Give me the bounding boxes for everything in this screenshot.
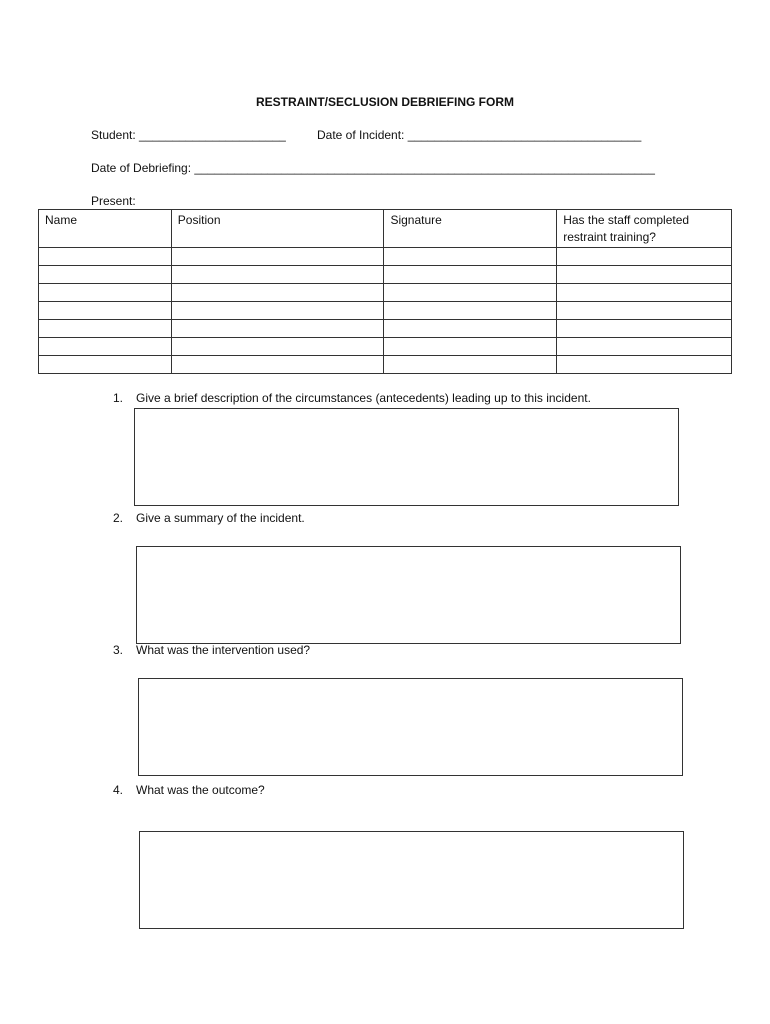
- table-row: [39, 356, 732, 374]
- training-cell[interactable]: [557, 284, 732, 302]
- name-cell[interactable]: [39, 284, 172, 302]
- student-field[interactable]: Student: ______________________: [91, 128, 286, 142]
- signature-cell[interactable]: [384, 248, 557, 266]
- training-cell[interactable]: [557, 338, 732, 356]
- signature-cell[interactable]: [384, 356, 557, 374]
- answer-box-1[interactable]: [134, 408, 679, 506]
- table-row: [39, 302, 732, 320]
- name-cell[interactable]: [39, 302, 172, 320]
- staff-present-table: [38, 209, 732, 374]
- question-number: 2.: [113, 511, 124, 525]
- answer-box-4[interactable]: [139, 831, 684, 929]
- name-cell[interactable]: [39, 356, 172, 374]
- question-text: What was the outcome?: [136, 783, 265, 797]
- present-label: Present:: [91, 194, 136, 208]
- position-cell[interactable]: [171, 320, 384, 338]
- table-row: [39, 266, 732, 284]
- question-number: 4.: [113, 783, 124, 797]
- column-header-name: Name: [39, 210, 172, 248]
- question-text: Give a summary of the incident.: [136, 511, 305, 525]
- position-cell[interactable]: [171, 284, 384, 302]
- table-row: [39, 284, 732, 302]
- signature-cell[interactable]: [384, 302, 557, 320]
- table-header-row: [39, 210, 732, 248]
- answer-box-3[interactable]: [138, 678, 683, 776]
- training-cell[interactable]: [557, 302, 732, 320]
- position-cell[interactable]: [171, 302, 384, 320]
- question-number: 3.: [113, 643, 124, 657]
- question-number: 1.: [113, 391, 124, 405]
- table-row: [39, 320, 732, 338]
- position-cell[interactable]: [171, 338, 384, 356]
- signature-cell[interactable]: [384, 266, 557, 284]
- table-row: [39, 338, 732, 356]
- name-cell[interactable]: [39, 248, 172, 266]
- answer-box-2[interactable]: [136, 546, 681, 644]
- training-cell[interactable]: [557, 266, 732, 284]
- training-cell[interactable]: [557, 248, 732, 266]
- date-of-debriefing-field[interactable]: Date of Debriefing: _____________________________________________________________________: [91, 161, 655, 175]
- question-text: What was the intervention used?: [136, 643, 311, 657]
- signature-cell[interactable]: [384, 338, 557, 356]
- table-row: [39, 248, 732, 266]
- date-of-incident-field[interactable]: Date of Incident: ___________________________________: [317, 128, 642, 142]
- column-header-position: Position: [171, 210, 384, 248]
- name-cell[interactable]: [39, 320, 172, 338]
- column-header-signature: Signature: [384, 210, 557, 248]
- column-header-training: Has the staff completed restraint training?: [557, 210, 732, 248]
- training-cell[interactable]: [557, 320, 732, 338]
- question-text: Give a brief description of the circumstances (antecedents) leading up to this incident.: [136, 391, 591, 405]
- name-cell[interactable]: [39, 338, 172, 356]
- position-cell[interactable]: [171, 266, 384, 284]
- training-cell[interactable]: [557, 356, 732, 374]
- position-cell[interactable]: [171, 356, 384, 374]
- signature-cell[interactable]: [384, 284, 557, 302]
- position-cell[interactable]: [171, 248, 384, 266]
- signature-cell[interactable]: [384, 320, 557, 338]
- form-title: RESTRAINT/SECLUSION DEBRIEFING FORM: [255, 95, 514, 109]
- name-cell[interactable]: [39, 266, 172, 284]
